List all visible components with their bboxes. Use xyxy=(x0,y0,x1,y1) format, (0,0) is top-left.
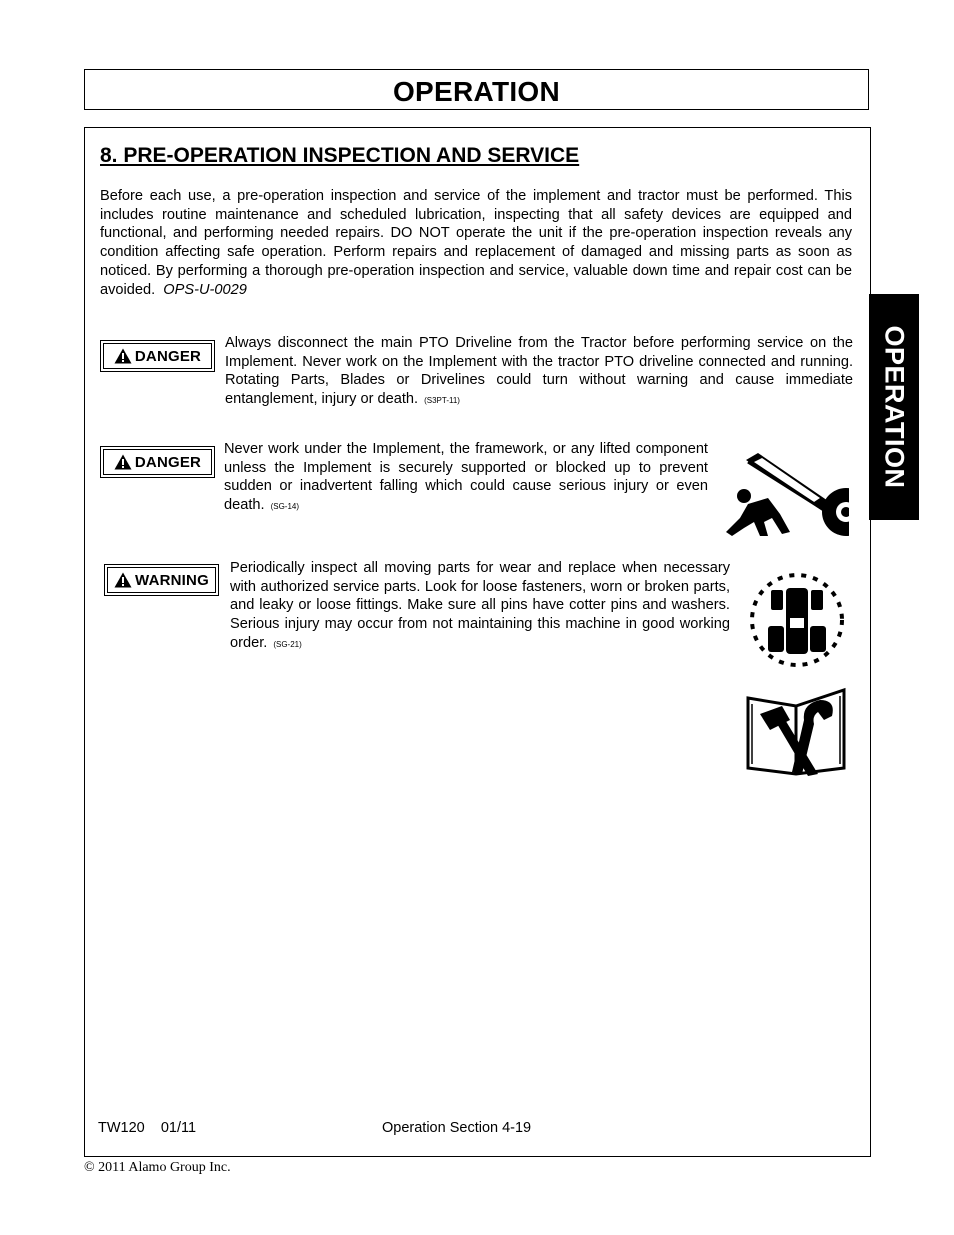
warning-message xyxy=(225,334,853,411)
page-header xyxy=(84,69,869,110)
intro-text: Before each use, a pre-operation inspection and service of the implement and tractor must be performed. This includes routine maintenance and scheduled lubrication, inspecting that all safety devices are equipped and functional, and performing needed repairs. DO NOT operate the unit if the pre-operation inspection reveals any condition affecting safe operation. Perform repairs and replacement of damaged and missing parts as soon as noticed. By performing a thorough pre-operation inspection and service, valuable down time and repair cost can be avoided. xyxy=(100,188,852,298)
warning-text: Periodically inspect all moving parts for wear and replace when necessary with authorized service parts. Look for loose fasteners, worn or broken parts, and leaky or loose fittings. Make sure all pins have cotter pins and washers. Serious injury may occur from not maintaining this machine in good working order. xyxy=(230,560,730,651)
warning-text: Never work under the Implement, the framework, or any lifted component unless the Implement is securely supported or blocked up to prevent sudden or inadvertent falling which could cause serious injury or even death. xyxy=(224,441,708,514)
side-tab xyxy=(869,294,919,520)
warning-ref: (SG-21) xyxy=(273,639,302,649)
footer-model-date: TW120 01/11 xyxy=(98,1120,197,1136)
warning-triangle-icon xyxy=(114,348,132,364)
copyright: © 2011 Alamo Group Inc. xyxy=(84,1160,231,1175)
warning-triangle-icon xyxy=(114,454,132,470)
danger-sign xyxy=(100,340,215,372)
crushing-hazard-icon xyxy=(724,450,849,538)
intro-code: OPS-U-0029 xyxy=(163,281,247,298)
sign-label: WARNING xyxy=(135,571,209,589)
warning-ref: (SG-14) xyxy=(270,502,300,512)
warning-text: Always disconnect the main PTO Driveline from the Tractor before performing service on the Implement. Never work on the Implement with the tractor PTO driveline connected and running. Rotating Parts, Blades or Drivelines could turn without warning and cause immediate entanglement, injury or death. xyxy=(225,335,853,408)
warning-message xyxy=(230,559,730,655)
header-title: OPERATION xyxy=(392,76,561,107)
warning-ref: (S3PT-11) xyxy=(424,396,460,406)
sign-label: DANGER xyxy=(134,453,202,471)
danger-sign xyxy=(100,446,215,478)
service-manual-icon xyxy=(746,686,848,778)
side-tab-label: OPERATION xyxy=(879,325,910,489)
warning-triangle-icon xyxy=(114,572,132,588)
warning-sign xyxy=(104,564,219,596)
footer-page: Operation Section 4-19 xyxy=(382,1120,532,1136)
warning-message xyxy=(224,440,708,517)
section-title: 8. PRE-OPERATION INSPECTION AND SERVICE xyxy=(100,144,580,167)
sign-label: DANGER xyxy=(134,347,202,365)
intro-paragraph xyxy=(100,187,852,299)
tractor-inspection-icon xyxy=(746,570,848,670)
